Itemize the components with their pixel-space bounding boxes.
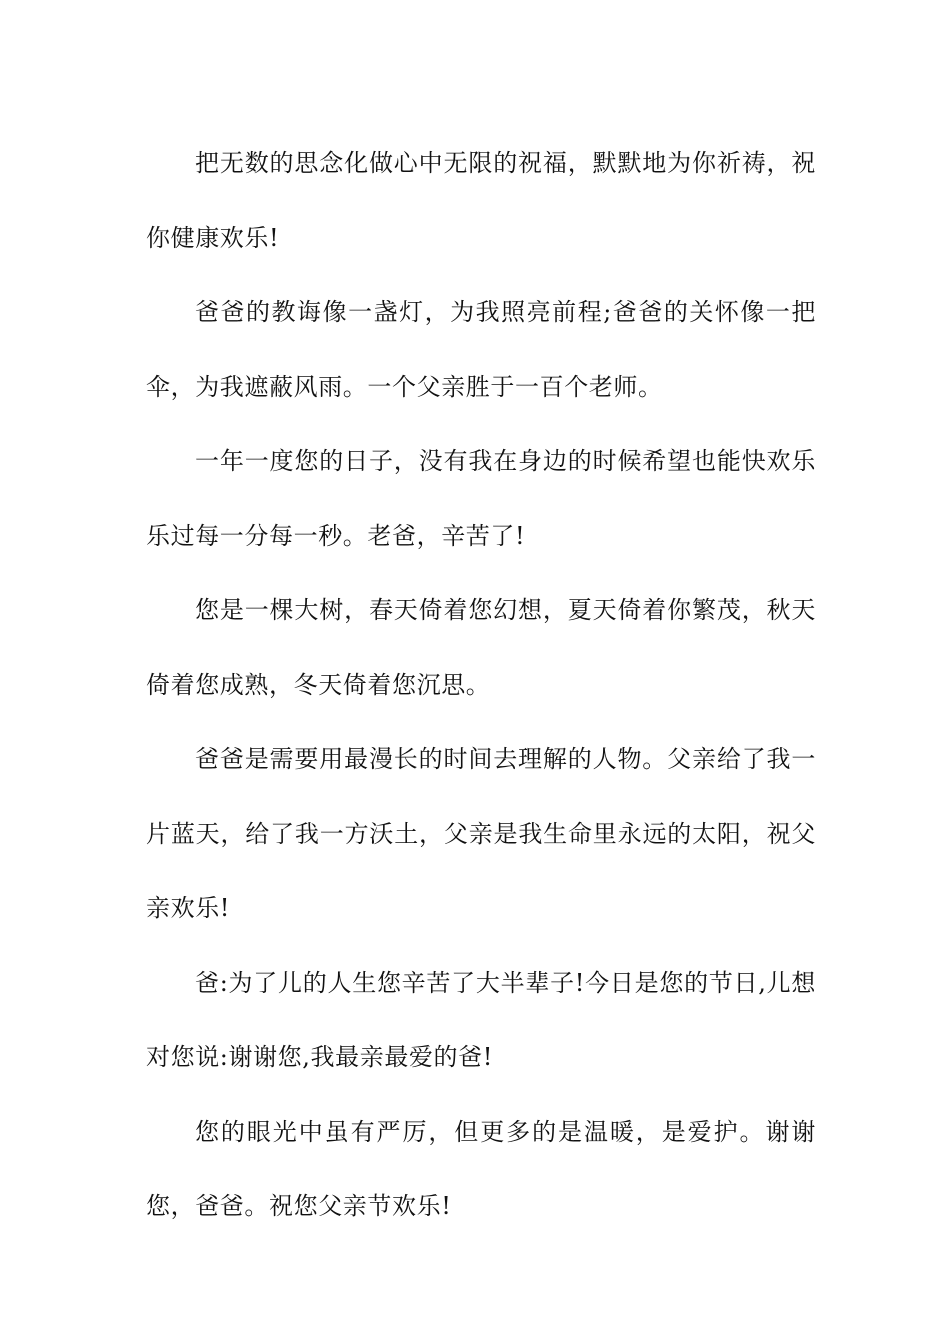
paragraph-1: 把无数的思念化做心中无限的祝福，默默地为你祈祷，祝你健康欢乐! — [146, 149, 816, 252]
document-body — [146, 126, 816, 1244]
paragraph-2: 爸爸的教诲像一盏灯，为我照亮前程;爸爸的关怀像一把伞，为我遮蔽风雨。一个父亲胜于一百个老师。 — [146, 298, 816, 401]
paragraph-4: 您是一棵大树，春天倚着您幻想，夏天倚着你繁茂，秋天倚着您成熟，冬天倚着您沉思。 — [146, 596, 816, 699]
paragraph-3: 一年一度您的日子，没有我在身边的时候希望也能快欢乐乐过每一分每一秒。老爸，辛苦了! — [146, 447, 816, 550]
paragraph-5: 爸爸是需要用最漫长的时间去理解的人物。父亲给了我一片蓝天，给了我一方沃土，父亲是我生命里永远的太阳，祝父亲欢乐! — [146, 745, 816, 922]
paragraph-6: 爸:为了儿的人生您辛苦了大半辈子!今日是您的节日,儿想对您说:谢谢您,我最亲最爱的爸! — [146, 968, 816, 1071]
paragraph-7: 您的眼光中虽有严厉，但更多的是温暖，是爱护。谢谢您，爸爸。祝您父亲节欢乐! — [146, 1117, 816, 1220]
